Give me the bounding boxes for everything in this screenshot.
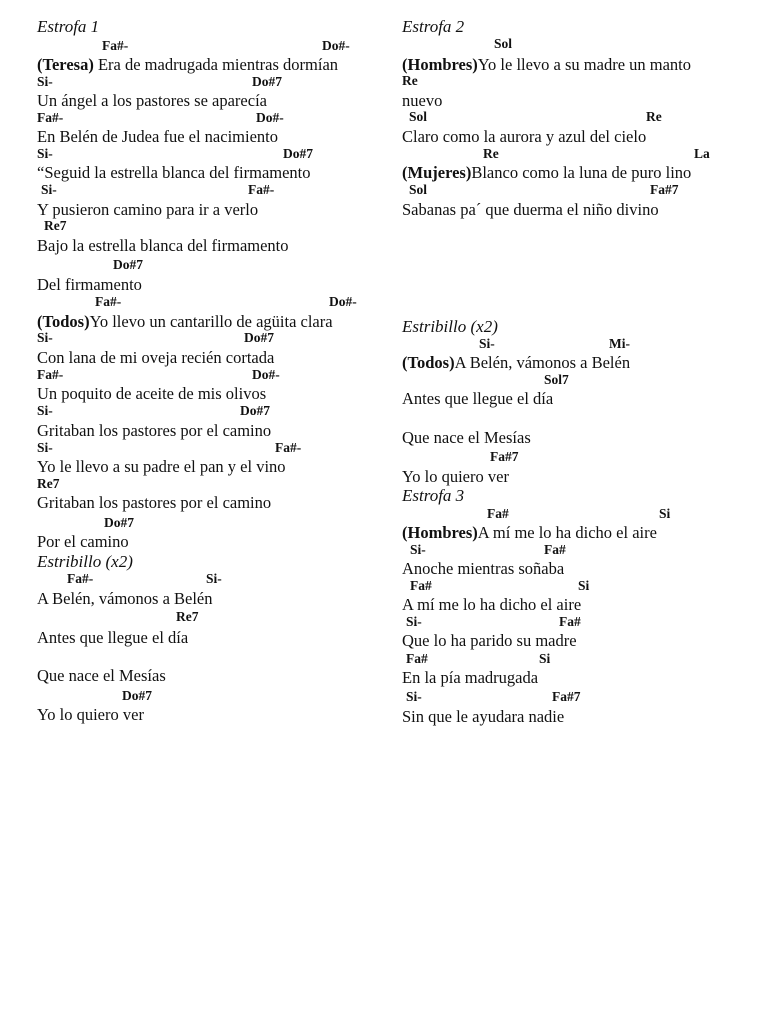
lyric-line: (Teresa) Era de madrugada mientras dormían [37, 55, 339, 74]
lyric-line: Sabanas pa´ que duerma el niño divino [402, 200, 659, 219]
lyric-line: A mí me lo ha dicho el aire [402, 595, 582, 614]
chord-label: Si- [41, 182, 57, 197]
chord-label: Fa#7 [490, 449, 519, 464]
lyric-line: Que nace el Mesías [37, 666, 166, 685]
lyric-line: nuevo [402, 91, 443, 110]
chord-label: Do#7 [244, 330, 274, 345]
lyric-line: “Seguid la estrella blanca del firmamento [37, 163, 311, 182]
lyric-line: Anoche mientras soñaba [402, 559, 565, 578]
lyric-line: (Mujeres)Blanco como la luna de puro lino [402, 163, 692, 182]
chord-label: Do#7 [113, 257, 143, 272]
chord-label: Si- [37, 403, 53, 418]
chord-label: Do#7 [283, 146, 313, 161]
chord-label: Sol [494, 36, 513, 51]
chord-label: Re7 [37, 476, 60, 491]
lyric-line: Que nace el Mesías [402, 428, 531, 447]
chord-label: Fa#7 [650, 182, 679, 197]
chord-label: Fa# [410, 578, 432, 593]
chord-label: Sol [409, 182, 428, 197]
section-heading: Estribillo (x2) [37, 552, 133, 571]
chord-label: Sol [409, 109, 428, 124]
chord-label: Si- [206, 571, 222, 586]
lyric-line: En Belén de Judea fue el nacimiento [37, 127, 278, 146]
section-heading: Estribillo (x2) [402, 317, 498, 336]
chord-label: Fa# [559, 614, 581, 629]
lyric-line: Antes que llegue el día [402, 389, 554, 408]
lyric-line: Claro como la aurora y azul del cielo [402, 127, 647, 146]
chord-label: Si- [479, 336, 495, 351]
lyric-line: Yo lo quiero ver [402, 467, 509, 486]
chord-label: Fa#- [248, 182, 275, 197]
lyric-line: Yo le llevo a su padre el pan y el vino [37, 457, 286, 476]
chord-label: La [694, 146, 710, 161]
lyric-line: Un ángel a los pastores se aparecía [37, 91, 267, 110]
lyric-line: (Todos)Yo llevo un cantarillo de agüita clara [37, 312, 333, 331]
lyric-line: Gritaban los pastores por el camino [37, 493, 272, 512]
singer-role: (Hombres) [402, 55, 478, 74]
chord-label: Do#7 [122, 688, 152, 703]
chord-label: Do#7 [104, 515, 134, 530]
chord-label: Si- [410, 542, 426, 557]
chord-label: Fa#7 [552, 689, 581, 704]
lyric-line: Bajo la estrella blanca del firmamento [37, 236, 289, 255]
chord-label: Re [646, 109, 662, 124]
chord-label: Do#- [252, 367, 280, 382]
lyric-line: (Hombres)A mí me lo ha dicho el aire [402, 523, 657, 542]
chord-label: Do#- [322, 38, 350, 53]
singer-role: (Todos) [402, 353, 455, 372]
lyric-line: (Todos)A Belén, vámonos a Belén [402, 353, 631, 372]
chord-label: Si- [406, 689, 422, 704]
chord-label: Sol7 [544, 372, 569, 387]
chord-label: Si [539, 651, 551, 666]
chord-label: Fa#- [95, 294, 122, 309]
chord-label: Do#7 [252, 74, 282, 89]
chord-label: Si [578, 578, 590, 593]
lyric-line: Del firmamento [37, 275, 142, 294]
lyric-line: En la pía madrugada [402, 668, 539, 687]
chord-label: Fa# [544, 542, 566, 557]
chord-label: Fa#- [102, 38, 129, 53]
chord-label: Do#- [256, 110, 284, 125]
chord-label: Re7 [176, 609, 199, 624]
lyric-line: Yo lo quiero ver [37, 705, 144, 724]
lyric-line: Antes que llegue el día [37, 628, 189, 647]
section-heading: Estrofa 3 [402, 486, 465, 505]
chord-label: Si- [406, 614, 422, 629]
lyric-line: Con lana de mi oveja recién cortada [37, 348, 275, 367]
chord-label: Si [659, 506, 671, 521]
chord-label: Si- [37, 146, 53, 161]
chord-label: Fa#- [67, 571, 94, 586]
lyric-line: Un poquito de aceite de mis olivos [37, 384, 267, 403]
singer-role: (Mujeres) [402, 163, 472, 182]
singer-role: (Teresa) [37, 55, 94, 74]
lyric-line: (Hombres)Yo le llevo a su madre un manto [402, 55, 692, 74]
lyric-line: Gritaban los pastores por el camino [37, 421, 272, 440]
singer-role: (Todos) [37, 312, 90, 331]
chord-label: Mi- [609, 336, 630, 351]
chord-label: Re [483, 146, 499, 161]
lyric-line: Por el camino [37, 532, 129, 551]
chord-label: Si- [37, 74, 53, 89]
lyric-line: Y pusieron camino para ir a verlo [37, 200, 259, 219]
chord-label: Do#7 [240, 403, 270, 418]
section-heading: Estrofa 1 [37, 17, 100, 36]
singer-role: (Hombres) [402, 523, 478, 542]
chord-label: Fa#- [275, 440, 302, 455]
chord-label: Si- [37, 330, 53, 345]
lyric-line: Sin que le ayudara nadie [402, 707, 565, 726]
lyric-line: A Belén, vámonos a Belén [37, 589, 213, 608]
lyric-line: Que lo ha parido su madre [402, 631, 577, 650]
chord-label: Fa# [487, 506, 509, 521]
chord-label: Fa# [406, 651, 428, 666]
chord-label: Re7 [44, 218, 67, 233]
chord-label: Fa#- [37, 367, 64, 382]
chord-label: Fa#- [37, 110, 64, 125]
chord-label: Re [402, 73, 418, 88]
chord-label: Si- [37, 440, 53, 455]
chord-label: Do#- [329, 294, 357, 309]
section-heading: Estrofa 2 [402, 17, 465, 36]
